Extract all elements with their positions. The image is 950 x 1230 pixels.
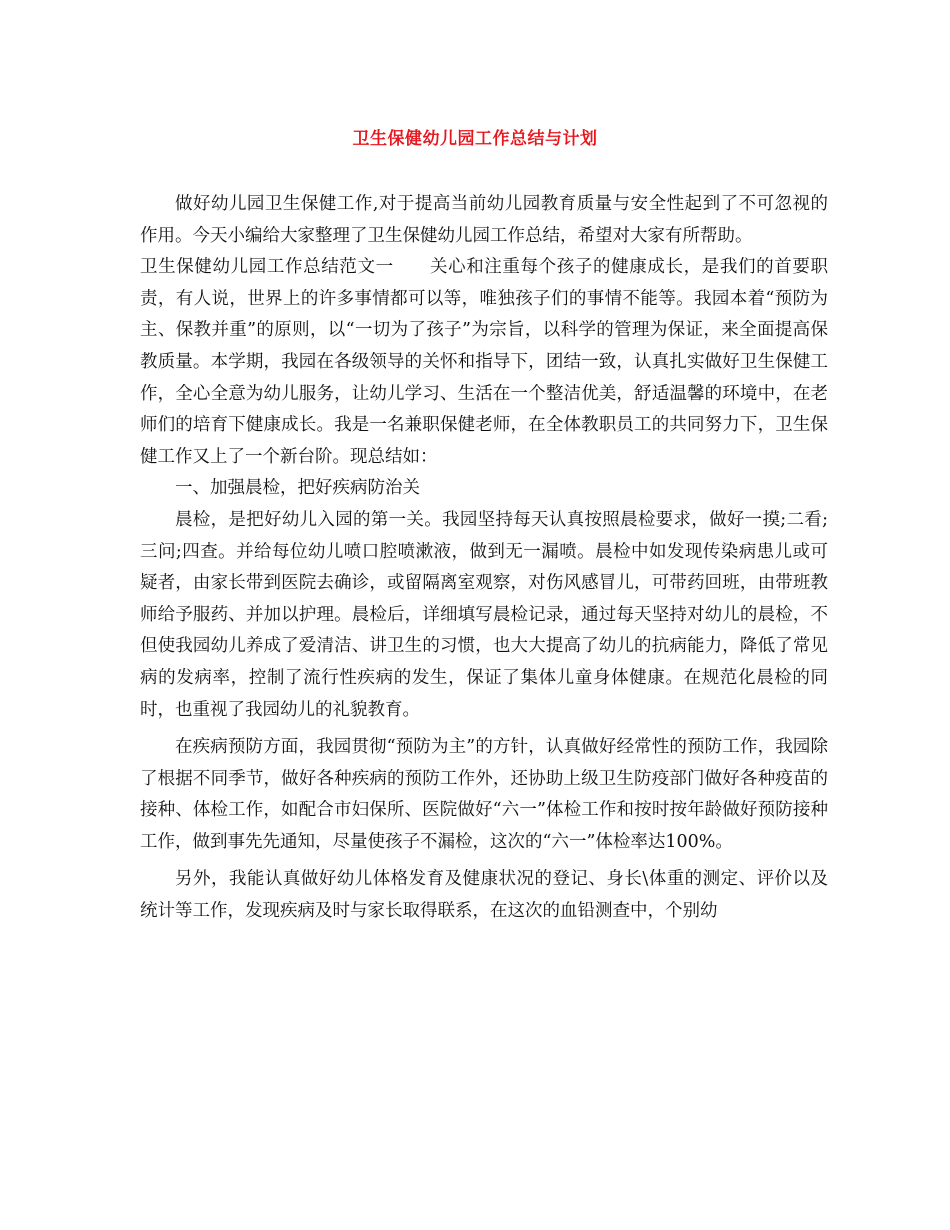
document-body bbox=[140, 189, 828, 928]
sample-one-paragraph: 卫生保健幼儿园工作总结范文一 关心和注重每个孩子的健康成长，是我们的首要职责，有人说，世界上的许多事情都可以等，唯独孩子们的事情不能等。我园本着“预防为主、保教并重”的原则，以“一切为了孩子”为宗旨，以科学的管理为保证，来全面提高保教质量。本学期，我园在各级领导的关怀和指导下，团结一致，认真扎实做好卫生保健工作，全心全意为幼儿服务，让幼儿学习、生活在一个整洁优美，舒适温馨的环境中，在老师们的培育下健康成长。我是一名兼职保健老师，在全体教职员工的共同努力下，卫生保健工作又上了一个新台阶。现总结如： bbox=[140, 257, 828, 467]
morning-check-paragraph: 晨检，是把好幼儿入园的第一关。我园坚持每天认真按照晨检要求，做好一摸;二看;三问;四查。并给每位幼儿喷口腔喷漱液，做到无一漏喷。晨检中如发现传染病患儿或可疑者，由家长带到医院去确诊，或留隔离室观察，对伤风感冒儿，可带药回班，由带班教师给予服药、并加以护理。晨检后，详细填写晨检记录，通过每天坚持对幼儿的晨检，不但使我园幼儿养成了爱清洁、讲卫生的习惯，也大大提高了幼儿的抗病能力，降低了常见病的发病率，控制了流行性疾病的发生，保证了集体儿童身体健康。在规范化晨检的同时，也重视了我园幼儿的礼貌教育。 bbox=[140, 509, 828, 720]
intro-paragraph: 做好幼儿园卫生保健工作,对于提高当前幼儿园教育质量与安全性起到了不可忽视的作用。今天小编给大家整理了卫生保健幼儿园工作总结，希望对大家有所帮助。 bbox=[140, 194, 828, 246]
disease-prevention-paragraph: 在疾病预防方面，我园贯彻“预防为主”的方针，认真做好经常性的预防工作，我园除了根据不同季节，做好各种疾病的预防工作外，还协助上级卫生防疫部门做好各种疫苗的接种、体检工作，如配合市妇保所、医院做好“六一”体检工作和按时按年龄做好预防接种工作，做到事先先通知，尽量使孩子不漏检，这次的“六一”体检率达100%。 bbox=[140, 737, 828, 852]
growth-record-paragraph: 另外，我能认真做好幼儿体格发育及健康状况的登记、身长\体重的测定、评价以及统计等工作，发现疾病及时与家长取得联系，在这次的血铅测查中，个别幼 bbox=[140, 869, 828, 922]
document-title: 卫生保健幼儿园工作总结与计划 bbox=[352, 129, 598, 149]
section-heading-morning-check: 一、加强晨检，把好疾病防治关 bbox=[175, 478, 420, 499]
